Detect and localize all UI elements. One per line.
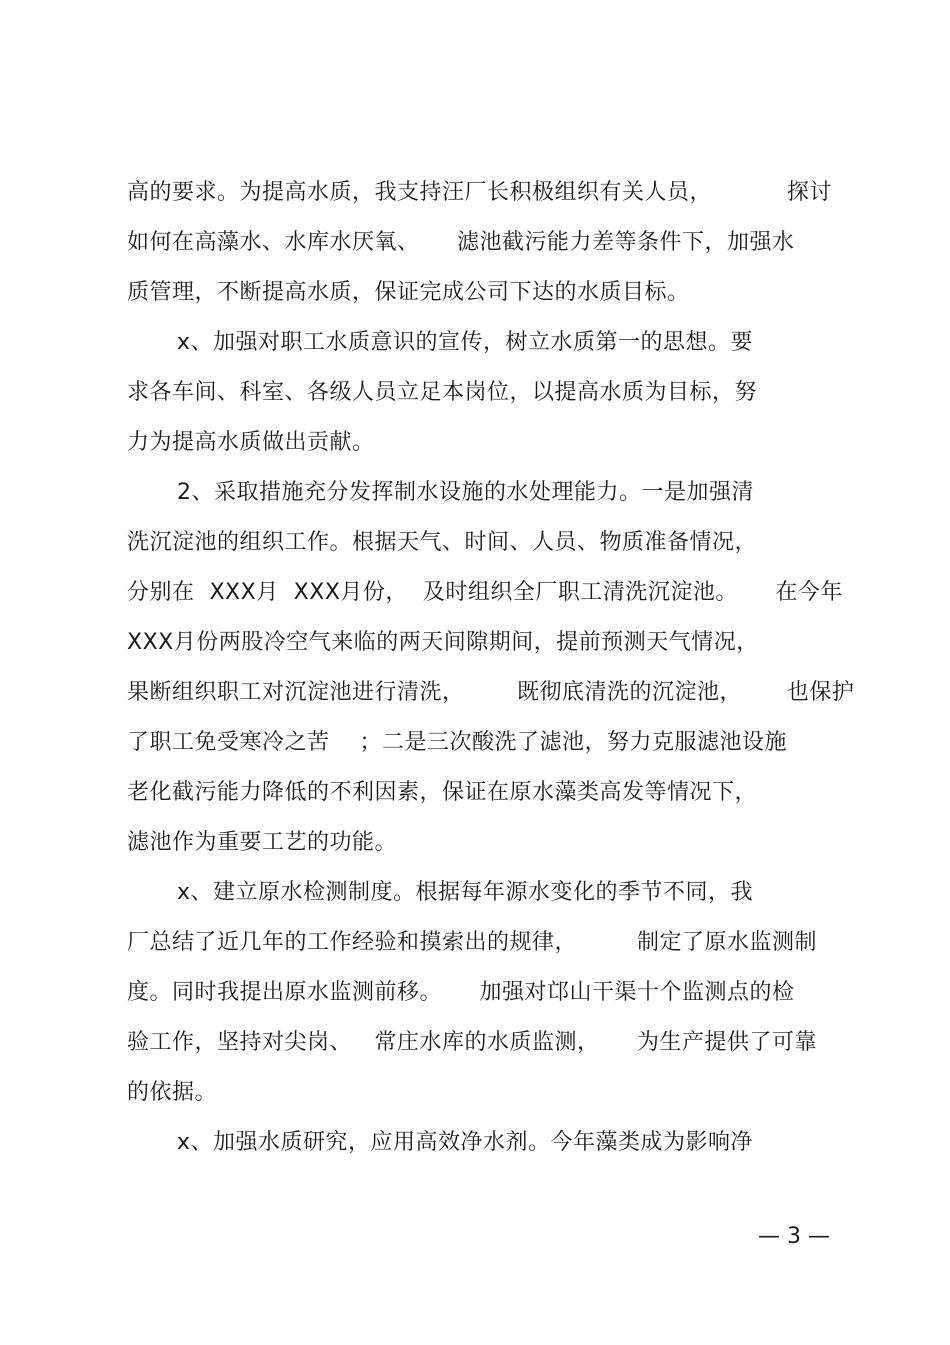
text-line: 滤池作为重要工艺的功能。	[127, 830, 398, 855]
text-line: 洗沉淀池的组织工作。根据天气、时间、人员、物质准备情况，	[127, 530, 758, 555]
text-line: 高的要求。为提高水质，我支持汪厂长积极组织有关人员， 探讨	[127, 180, 832, 205]
text-line: 果断组织职工对沉淀池进行清洗， 既彻底清洗的沉淀池， 也保护	[127, 680, 855, 705]
text-line: 老化截污能力降低的不利因素，保证在原水藻类高发等情况下，	[127, 780, 758, 805]
text-line: 力为提高水质做出贡献。	[127, 430, 375, 455]
text-line: 验工作，坚持对尖岗、 常庄水库的水质监测， 为生产提供了可靠	[127, 1030, 817, 1055]
text-line: XXX月份两股冷空气来临的两天间隙期间，提前预测天气情况，	[127, 630, 759, 655]
text-line: 厂总结了近几年的工作经验和摸索出的规律， 制定了原水监测制	[127, 930, 817, 955]
page-number: — 3 —	[758, 1224, 830, 1249]
text-line: 质管理，不断提高水质，保证完成公司下达的水质目标。	[127, 280, 690, 305]
paragraph-start-line: x、建立原水检测制度。根据每年源水变化的季节不同，我	[177, 880, 754, 905]
paragraph-start-line: x、加强水质研究，应用高效净水剂。今年藻类成为影响净	[177, 1130, 754, 1155]
text-line: 如何在高藻水、水库水厌氧、 滤池截污能力差等条件下，加强水	[127, 230, 795, 255]
text-line: 求各车间、科室、各级人员立足本岗位，以提高水质为目标，努	[127, 380, 758, 405]
text-line: 了职工免受寒冷之苦 ；二是三次酸洗了滤池，努力克服滤池设施	[127, 730, 787, 755]
paragraph-start-line: 2、采取措施充分发挥制水设施的水处理能力。一是加强清	[177, 480, 754, 505]
text-line: 度。同时我提出原水监测前移。 加强对邙山干渠十个监测点的检	[127, 980, 795, 1005]
text-line: 的依据。	[127, 1080, 218, 1105]
text-line: 分别在 XXX月 XXX月份， 及时组织全厂职工清洗沉淀池。 在今年	[127, 580, 843, 605]
paragraph-start-line: x、加强对职工水质意识的宣传，树立水质第一的思想。要	[177, 330, 754, 355]
